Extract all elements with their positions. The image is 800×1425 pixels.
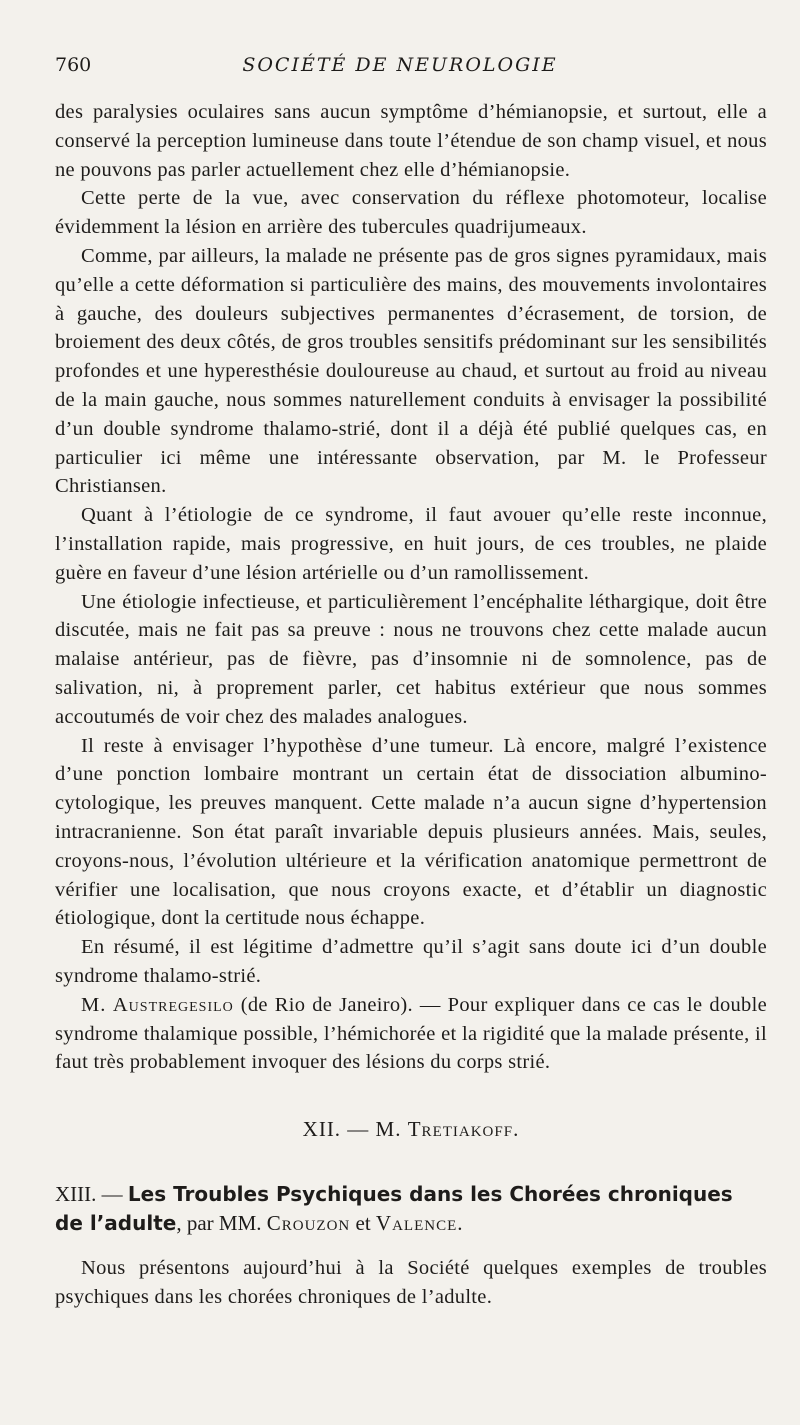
- paragraph: des paralysies oculaires sans aucun symptôme d’hémianopsie, et surtout, elle a conservé la perception lumineuse dans toute l’étendue de son champ visuel, et nous ne pouvons pas parler actuellement chez elle d’hémianopsie.: [55, 101, 767, 181]
- section-xiii-heading: [55, 1180, 767, 1238]
- paragraph: Il reste à envisager l’hypothèse d’une tumeur. Là encore, malgré l’existence d’une ponction lombaire montrant un certain état de dissociation albumino-cytologique, les preuves manquent. Cette malade n’a aucun signe d’hypertension intracranienne. Son état paraît invariable depuis plusieurs années. Mais, seules, croyons-nous, l’évolution ultérieure et la vérification anatomique permettront de vérifier une localisation, que nous croyons exacte, et d’établir un diagnostic étiologique, dont la certitude nous échappe.: [55, 734, 767, 930]
- paragraph: Cette perte de la vue, avec conservation du réflexe photomoteur, localise évidemment la lésion en arrière des tubercules quadrijumeaux.: [55, 187, 767, 239]
- paragraph: Une étiologie infectieuse, et particulièrement l’encéphalite léthargique, doit être discutée, mais ne fait pas sa preuve : nous ne trouvons chez cette malade aucun malaise antérieur, pas de fièvre, pas d’insomnie ni de somnolence, pas de salivation, ni, à proprement parler, cet habitus extérieur que nous sommes accoutumés de voir chez des malades analogues.: [55, 590, 767, 728]
- by-text: , par MM.: [176, 1211, 267, 1236]
- section-xiii: [55, 1180, 767, 1312]
- paragraph: Quant à l’étiologie de ce syndrome, il faut avouer qu’elle reste inconnue, l’installation rapide, mais progressive, en huit jours, de ces troubles, ne plaide guère en faveur d’une lésion artérielle ou d’un ramollissement.: [55, 504, 767, 584]
- section-intro: Nous présentons aujourd’hui à la Société quelques exemples de troubles psychiques dans les chorées chroniques de l’adulte.: [55, 1257, 767, 1308]
- discussion-text: (de Rio de Janeiro). — Pour expliquer dans ce cas le double syndrome thalamique possible, l’hémichorée et la rigidité que la malade présente, il faut très probablement invoquer des lésions du corps strié.: [55, 993, 767, 1074]
- and-text: et: [350, 1211, 376, 1236]
- paragraph: Comme, par ailleurs, la malade ne présente pas de gros signes pyramidaux, mais qu’elle a cette déformation si particulière des mains, des mouvements involontaires à gauche, des douleurs subjectives permanentes d’écrasement, de torsion, de broiement des deux côtés, de gros troubles sensitifs prédominant sur les sensibilités profondes et une hyperesthésie douloureuse au chaud, et surtout au froid au niveau de la main gauche, nous sommes naturellement conduits à envisager la possibilité d’un double syndrome thalamo-strié, dont il a déjà été publié quelques cas, en particulier ici même une intéressante observation, par M. le Professeur Christiansen.: [55, 244, 767, 498]
- section-xii-heading: [55, 1117, 767, 1142]
- section-title: Les Troubles Psychiques dans les Chorées chroniques de l’adulte: [55, 1182, 733, 1236]
- page-number: 760: [55, 54, 92, 76]
- paragraph: En résumé, il est légitime d’admettre qu’il s’agit sans doute ici d’un double syndrome thalamo-strié.: [55, 936, 767, 987]
- discussion-paragraph: [55, 991, 767, 1077]
- page-header: [55, 54, 745, 84]
- section-author: Tretiakoff.: [407, 1117, 520, 1142]
- section-number: XIII. —: [55, 1182, 128, 1207]
- running-title: SOCIÉTÉ DE NEUROLOGIE: [242, 54, 558, 76]
- section-number: XII. — M.: [302, 1117, 408, 1142]
- author-valence: Valence.: [375, 1211, 464, 1236]
- author-crouzon: Crouzon: [266, 1211, 351, 1236]
- article-body: [55, 98, 767, 1312]
- speaker-name: M. Austregesilo: [81, 993, 234, 1016]
